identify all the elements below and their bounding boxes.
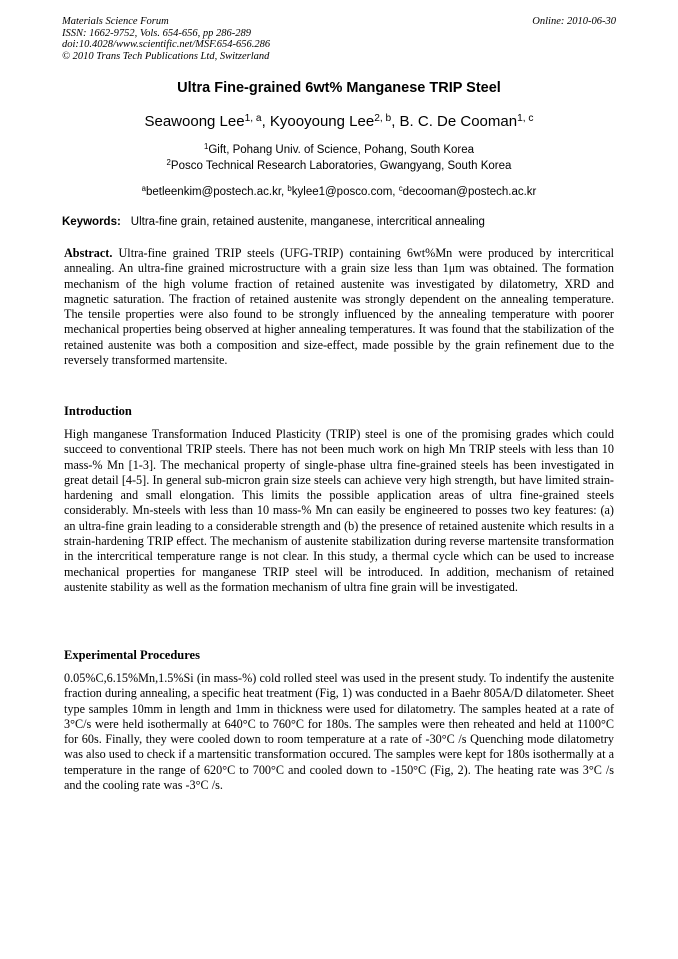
email-list bbox=[62, 186, 616, 198]
author-name: Seawoong Lee bbox=[144, 113, 245, 130]
email-marker: a bbox=[141, 184, 146, 194]
affiliation-1 bbox=[62, 144, 616, 156]
experimental-paragraph: 0.05%C,6.15%Mn,1.5%Si (in mass-%) cold rolled steel was used in the present study. To indentify the austenite fraction during annealing, a specific heat treatment (Fig, 1) was conducted in a Baehr 805A/D dilatometer. Sheet type samples 10mm in length and 1mm in thickness were used for dilatometry. The samples heated at a rate of 3°C/s were held isothermally at 640°C to 760°C for 180s. The samples were then reheated and held at 1100°C for 60s. Finally, they were cooled down to room temperature at a rate of -30°C /s Quenching mode dilatometry was also used to check if a martensitic transformation occured. The samples were kept for 180s isothermally at a temperature in the range of 620°C to 700°C and cooled down to -150°C (Fig, 2). The heating rate was 3°C /s and the cooling rate was -3°C /s. bbox=[64, 671, 614, 793]
email-separator: , bbox=[281, 186, 288, 198]
email-marker: b bbox=[287, 184, 292, 194]
paper-title: Ultra Fine-grained 6wt% Manganese TRIP Steel bbox=[177, 80, 501, 96]
keywords-line bbox=[62, 216, 616, 228]
journal-doi: doi:10.4028/www.scientific.net/MSF.654-656.286 bbox=[62, 39, 271, 50]
keywords-label: Keywords: bbox=[62, 216, 121, 228]
section-heading-introduction: Introduction bbox=[64, 404, 132, 418]
author-name: Kyooyoung Lee bbox=[269, 113, 375, 130]
affiliation-text: Gift, Pohang Univ. of Science, Pohang, South Korea bbox=[208, 144, 475, 156]
affiliation-marker: 2 bbox=[166, 158, 171, 168]
journal-header bbox=[62, 16, 616, 62]
online-date: Online: 2010-06-30 bbox=[532, 16, 616, 27]
abstract-text: Ultra-fine grained TRIP steels (UFG-TRIP) containing 6wt%Mn were produced by intercritical annealing. An ultra-fine grained microstructure with a grain size less than 1μm was obtained. The formation mechanism of the high volume fraction of retained austenite was investigated by dilatometry, XRD and magnetic saturation. The fraction of retained austenite was strongly dependent on the annealing temperature. The tensile properties were also found to be strongly influenced by the annealing temperature with poorer mechanical properties being observed at higher annealing temperatures. It was found that the stabilization of the retained austenite was both a composition and size-effect, made possible by the grain refinement due to the reversely transformed martensite. bbox=[64, 246, 614, 368]
email-address: decooman@postech.ac.kr bbox=[402, 186, 537, 198]
journal-name: Materials Science Forum bbox=[62, 16, 169, 27]
author-list bbox=[62, 113, 616, 130]
author-marker: 2, b bbox=[374, 112, 392, 124]
email-address: kylee1@posco.com bbox=[291, 186, 393, 198]
journal-copyright: © 2010 Trans Tech Publications Ltd, Switzerland bbox=[62, 50, 270, 62]
author-marker: 1, c bbox=[517, 112, 534, 124]
affiliation-text: Posco Technical Research Laboratories, Gwangyang, South Korea bbox=[170, 160, 512, 172]
affiliation-2 bbox=[62, 160, 616, 172]
email-marker: c bbox=[398, 184, 403, 194]
author-separator: , bbox=[391, 113, 400, 130]
email-address: betleenkim@postech.ac.kr bbox=[145, 186, 282, 198]
author-marker: 1, a bbox=[244, 112, 262, 124]
section-heading-experimental: Experimental Procedures bbox=[64, 648, 200, 662]
introduction-paragraph: High manganese Transformation Induced Plasticity (TRIP) steel is one of the promising grades which could succeed to conventional TRIP steels. There has not been much work on high Mn TRIP steels with less than 10 mass-% Mn [1-3]. The mechanical property of single-phase ultra fine-grained steels has been investigated in great detail [4-5]. In general sub-micron grain size steels can achieve very high strength, but have limited strain-hardening and small elongation. This limits the possible application areas of ultra fine-grained steels considerably. Mn-steels with less than 10 mass-% Mn can easily be engineered to posses two key features: (a) an ultra-fine grain leading to a considerable strength and (b) the presence of retained austenite which results in a strain-hardening TRIP effect. The mechanism of austenite stabilization during reverse martensite transformation in the intercritical temperature range is not clear. In this study, a thermal cycle which can be used to increase mechanical properties for manganese TRIP steel will be introduced. In addition, mechanism of retained austenite stability as well as the formation mechanism of ultra fine grain will be investigated. bbox=[64, 427, 614, 594]
abstract-label: Abstract. bbox=[64, 246, 113, 260]
abstract-paragraph bbox=[64, 246, 614, 368]
journal-issn: ISSN: 1662-9752, Vols. 654-656, pp 286-289 bbox=[62, 27, 251, 39]
keywords-text: Ultra-fine grain, retained austenite, manganese, intercritical annealing bbox=[130, 216, 485, 228]
author-separator: , bbox=[261, 113, 270, 130]
affiliation-marker: 1 bbox=[203, 142, 209, 152]
email-separator: , bbox=[392, 186, 399, 198]
author-name: B. C. De Cooman bbox=[399, 113, 518, 130]
